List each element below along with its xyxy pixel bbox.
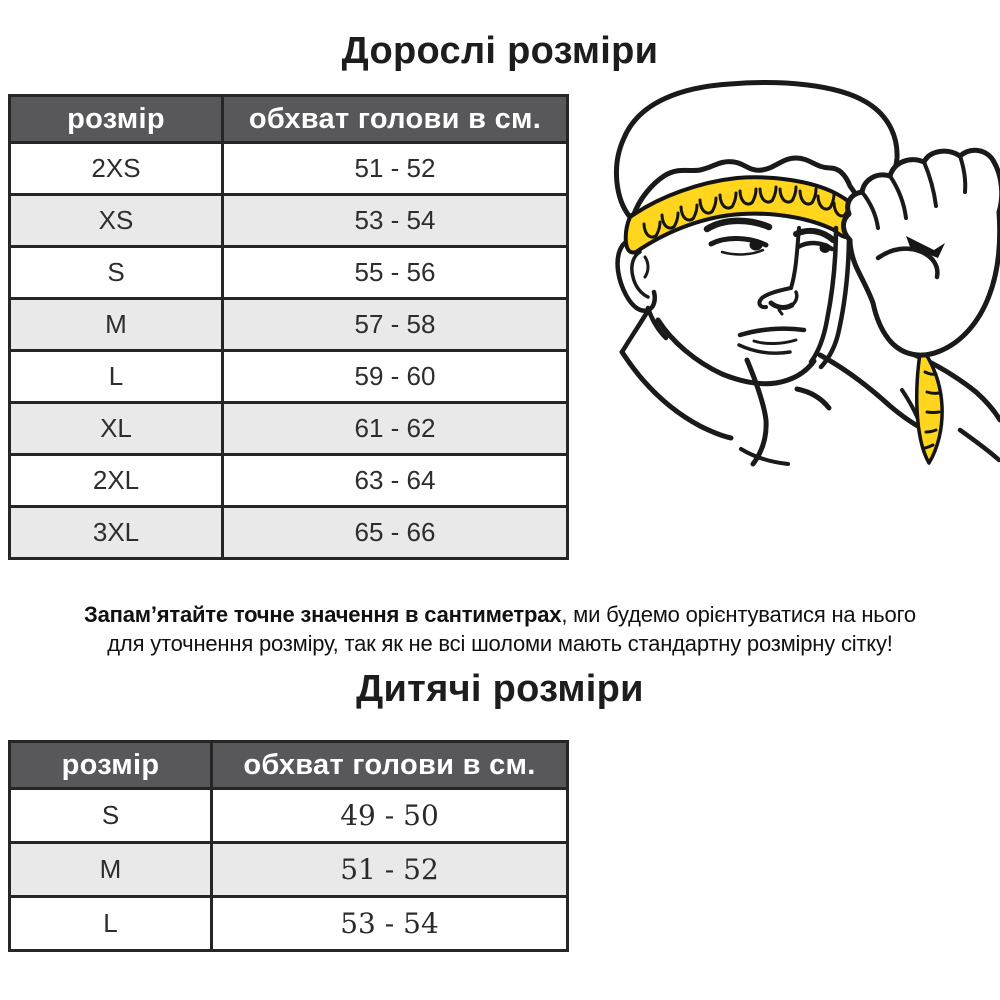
table-row xyxy=(10,403,568,455)
size-cell: S xyxy=(10,247,223,299)
size-cell: L xyxy=(10,897,212,951)
note-line-2: для уточнення розміру, так як не всі шоломи мають стандартну розмірну сітку! xyxy=(107,631,893,657)
size-cell: 2XL xyxy=(10,455,223,507)
table-row xyxy=(10,247,568,299)
head-measurement-illustration xyxy=(598,80,1000,612)
table-row xyxy=(10,143,568,195)
range-cell: 55 - 56 xyxy=(223,247,568,299)
note-emphasis: Запам’ятайте точне значення в сантиметрах xyxy=(84,602,562,627)
table-row xyxy=(10,843,568,897)
range-cell: 57 - 58 xyxy=(223,299,568,351)
table-row xyxy=(10,455,568,507)
range-cell: 51 - 52 xyxy=(223,143,568,195)
table-row xyxy=(10,195,568,247)
note-line-1: Запам’ятайте точне значення в сантиметрах, ми будемо орієнтуватися на нього xyxy=(84,602,916,627)
range-cell: 49 - 50 xyxy=(212,789,568,843)
size-cell: L xyxy=(10,351,223,403)
table-row xyxy=(10,299,568,351)
kids-size-table xyxy=(8,740,569,952)
table-row xyxy=(10,897,568,951)
adult-sizes-title: Дорослі розміри xyxy=(341,30,659,72)
adult-table-header-row xyxy=(10,96,568,143)
left-eye-pupil xyxy=(750,240,763,251)
table-row xyxy=(10,789,568,843)
size-cell: M xyxy=(10,843,212,897)
column-header-size: розмір xyxy=(10,742,212,789)
kids-table-header-row xyxy=(10,742,568,789)
size-cell: M xyxy=(10,299,223,351)
table-row xyxy=(10,507,568,559)
range-cell: 63 - 64 xyxy=(223,455,568,507)
range-cell: 61 - 62 xyxy=(223,403,568,455)
column-header-circumference: обхват голови в см. xyxy=(212,742,568,789)
right-eye-pupil xyxy=(820,243,831,253)
range-cell: 53 - 54 xyxy=(212,897,568,951)
size-cell: XL xyxy=(10,403,223,455)
size-cell: S xyxy=(10,789,212,843)
range-cell: 59 - 60 xyxy=(223,351,568,403)
kids-sizes-title: Дитячі розміри xyxy=(356,668,644,710)
size-cell: XS xyxy=(10,195,223,247)
table-row xyxy=(10,351,568,403)
column-header-circumference: обхват голови в см. xyxy=(223,96,568,143)
range-cell: 51 - 52 xyxy=(212,843,568,897)
column-header-size: розмір xyxy=(10,96,223,143)
size-cell: 3XL xyxy=(10,507,223,559)
size-cell: 2XS xyxy=(10,143,223,195)
hand xyxy=(843,150,1000,355)
range-cell: 65 - 66 xyxy=(223,507,568,559)
face-features xyxy=(707,221,849,367)
measurement-note xyxy=(0,600,1000,658)
range-cell: 53 - 54 xyxy=(223,195,568,247)
adult-size-table xyxy=(8,94,569,560)
